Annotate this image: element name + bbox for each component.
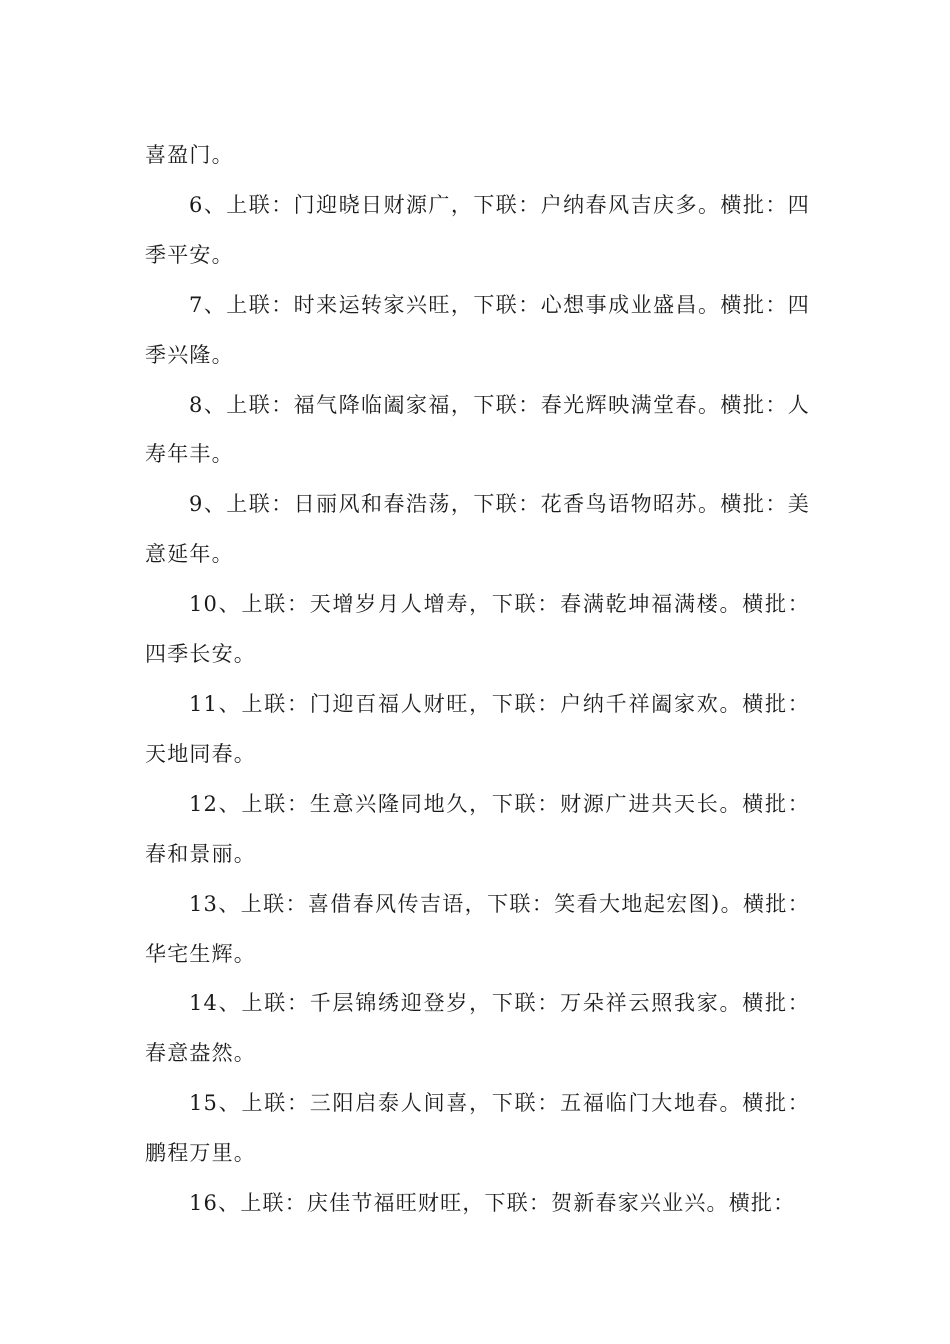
- document-body: [145, 131, 810, 1229]
- paragraph-item-15: 15、上联：三阳启泰人间喜，下联：五福临门大地春。横批：鹏程万里。: [145, 1091, 810, 1166]
- paragraph-item-12: 12、上联：生意兴隆同地久，下联：财源广进共天长。横批：春和景丽。: [145, 791, 810, 866]
- paragraph-item-14: 14、上联：千层锦绣迎登岁，下联：万朵祥云照我家。横批：春意盎然。: [145, 991, 810, 1066]
- paragraph-continuation: 喜盈门。: [145, 143, 234, 167]
- paragraph-item-16: 16、上联：庆佳节福旺财旺，下联：贺新春家兴业兴。横批：: [189, 1191, 796, 1216]
- paragraph-item-9: 9、上联：日丽风和春浩荡，下联：花香鸟语物昭苏。横批：美意延年。: [145, 492, 810, 567]
- paragraph-item-11: 11、上联：门迎百福人财旺，下联：户纳千祥阖家欢。横批：天地同春。: [145, 691, 810, 766]
- paragraph-item-7: 7、上联：时来运转家兴旺，下联：心想事成业盛昌。横批：四季兴隆。: [145, 292, 810, 367]
- paragraph-item-13: 13、上联：喜借春风传吉语，下联：笑看大地起宏图)。横批：华宅生辉。: [145, 891, 810, 966]
- paragraph-item-10: 10、上联：天增岁月人增寿，下联：春满乾坤福满楼。横批：四季长安。: [145, 592, 810, 667]
- paragraph-item-8: 8、上联：福气降临阖家福，下联：春光辉映满堂春。横批：人寿年丰。: [145, 392, 810, 467]
- paragraph-item-6: 6、上联：门迎晓日财源广，下联：户纳春风吉庆多。横批：四季平安。: [145, 192, 810, 267]
